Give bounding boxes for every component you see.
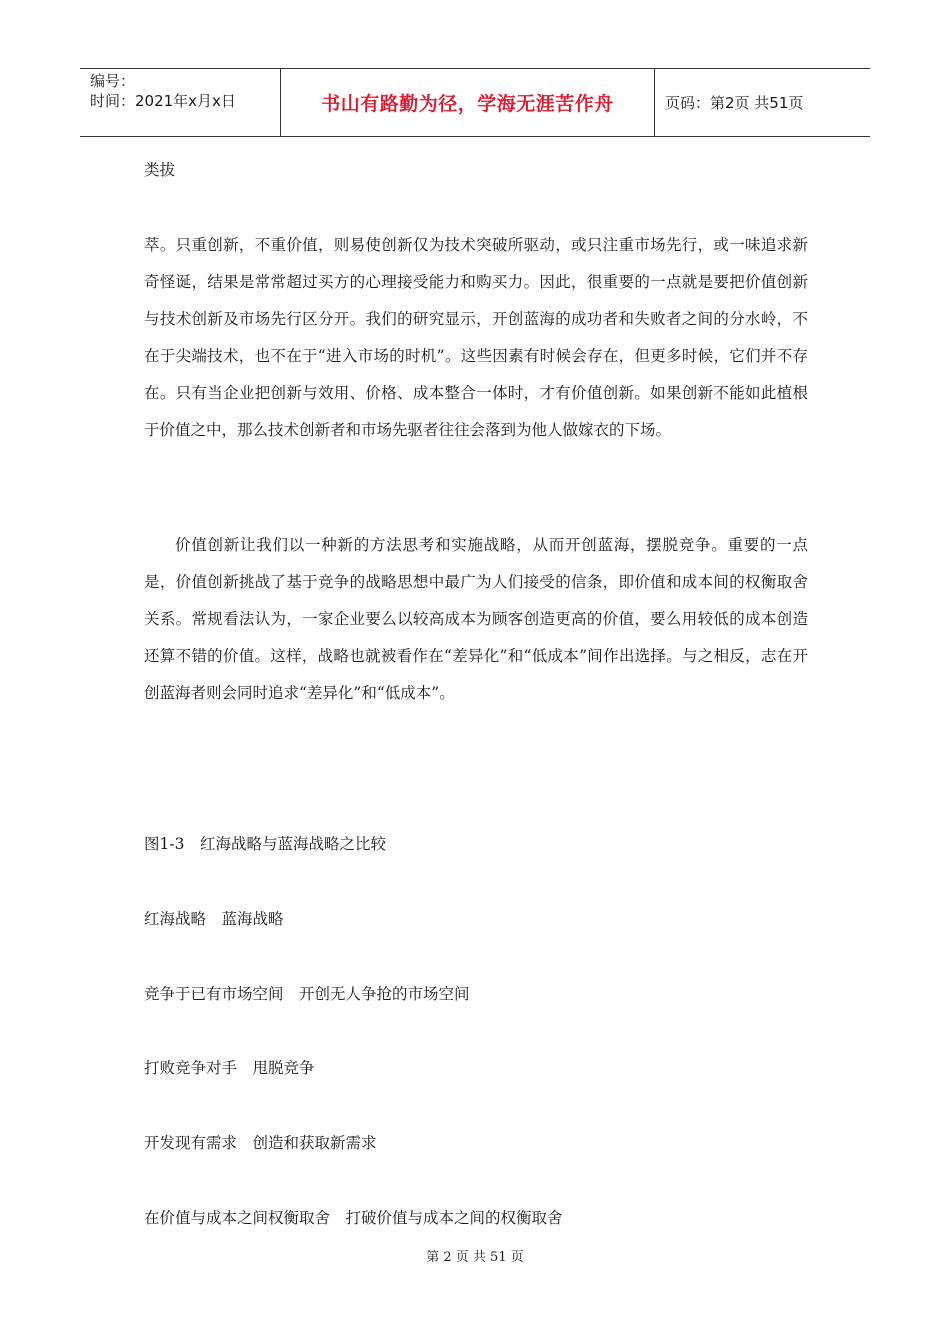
paragraph-1: 萃。只重创新，不重价值，则易使创新仅为技术突破所驱动，或只注重市场先行，或一味追求新奇怪诞，结果是常常超过买方的心理接受能力和购买力。因此，很重要的一点就是要把价值创新与技术创新及市场先行区分开。我们的研究显示，开创蓝海的成功者和失败者之间的分水岭，不在于尖端技术，也不在于“进入市场的时机”。这些因素有时候会存在，但更多时候，它们并不存在。只有当企业把创新与效用、价格、成本整合一体时，才有价值创新。如果创新不能如此植根于价值之中，那么技术创新者和市场先驱者往往会落到为他人做嫁衣的下场。	[144, 236, 808, 439]
page-header	[80, 68, 870, 137]
header-motto: 书山有路勤为径，学海无涯苦作舟	[281, 69, 655, 136]
page-footer: 第 2 页 共 51 页	[426, 1250, 524, 1265]
comparison-row: 打败竞争对手 甩脱竞争	[144, 1059, 315, 1077]
comparison-row: 开发现有需求 创造和获取新需求	[144, 1134, 377, 1152]
date-line: 时间：2021年x月x日	[90, 92, 236, 110]
serial-label: 编号：	[90, 72, 136, 90]
comparison-row-header: 红海战略 蓝海战略	[144, 910, 284, 928]
header-meta	[80, 69, 281, 136]
header-page-info: 页码：第2页 共51页	[665, 94, 804, 112]
text-line-fragment: 类拔	[144, 161, 176, 179]
comparison-row: 在价值与成本之间权衡取舍 打破价值与成本之间的权衡取舍	[144, 1209, 563, 1227]
paragraph-2: 价值创新让我们以一种新的方法思考和实施战略，从而开创蓝海，摆脱竞争。重要的一点是，价值创新挑战了基于竞争的战略思想中最广为人们接受的信条，即价值和成本间的权衡取舍关系。常规看法认为，一家企业要么以较高成本为顾客创造更高的价值，要么用较低的成本创造还算不错的价值。这样，战略也就被看作在“差异化”和“低成本”间作出选择。与之相反，志在开创蓝海者则会同时追求“差异化”和“低成本”。	[144, 536, 808, 702]
figure-caption: 图1-3 红海战略与蓝海战略之比较	[144, 835, 386, 853]
comparison-row: 竞争于已有市场空间 开创无人争抢的市场空间	[144, 985, 470, 1003]
